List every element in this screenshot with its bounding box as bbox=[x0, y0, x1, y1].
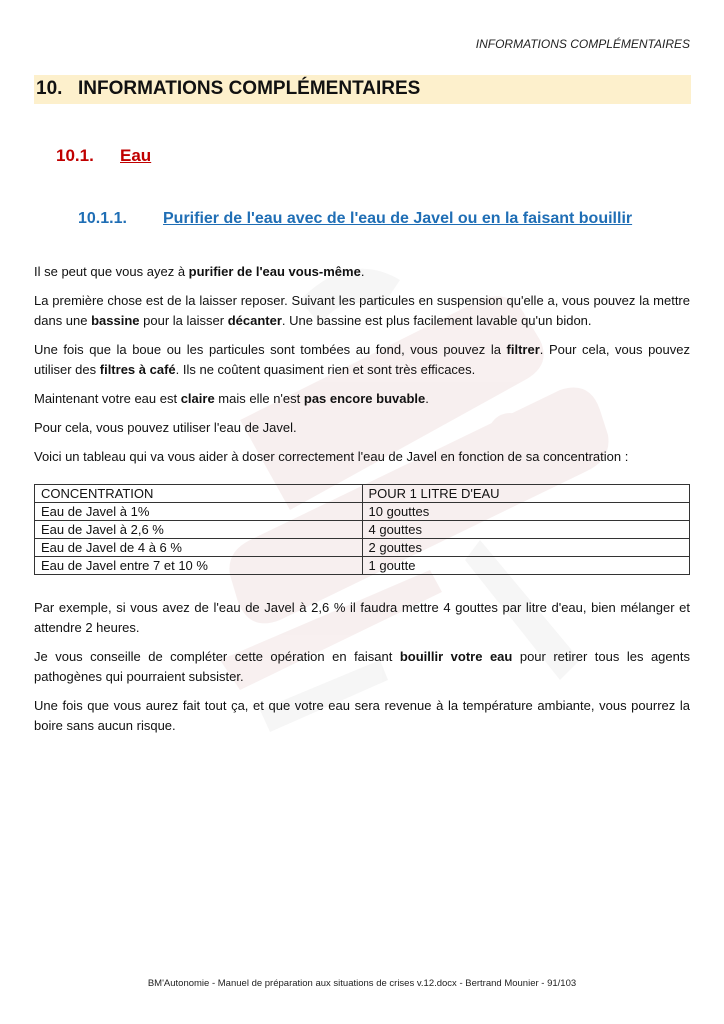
paragraph: Une fois que la boue ou les particules sont tombées au fond, vous pouvez la filtrer. Pour cela, vous pouvez utiliser des filtres à café. Ils ne coûtent quasiment rien et sont très efficaces. bbox=[34, 342, 690, 377]
table-row bbox=[35, 539, 690, 557]
paragraph: Une fois que vous aurez fait tout ça, et que votre eau sera revenue à la température ambiante, vous pourrez la boire sans aucun risque. bbox=[34, 698, 690, 733]
heading1-number: 10. bbox=[36, 78, 63, 99]
bold-text: bouillir votre eau bbox=[399, 649, 513, 664]
bold-text: pas encore buvable bbox=[303, 391, 426, 406]
table-cell: Eau de Javel à 2,6 % bbox=[35, 521, 363, 539]
page-footer: BM'Autonomie - Manuel de préparation aux situations de crises v.12.docx - Bertrand Mounier - 91/103 bbox=[147, 978, 577, 989]
paragraph: Voici un tableau qui va vous aider à doser correctement l'eau de Javel en fonction de sa concentration : bbox=[34, 449, 629, 464]
table-cell: 1 goutte bbox=[362, 557, 690, 575]
concentration-table bbox=[34, 484, 690, 575]
bold-text: claire bbox=[180, 391, 215, 406]
table-cell: 2 gouttes bbox=[362, 539, 690, 557]
bold-text: filtres à café bbox=[99, 361, 176, 377]
heading3-title: Purifier de l'eau avec de l'eau de Javel ou en la faisant bouillir bbox=[163, 210, 633, 227]
table-cell: 4 gouttes bbox=[362, 521, 690, 539]
table-row bbox=[35, 521, 690, 539]
heading1 bbox=[36, 78, 420, 100]
table-cell: Eau de Javel entre 7 et 10 % bbox=[35, 557, 363, 575]
paragraph: Par exemple, si vous avez de l'eau de Javel à 2,6 % il faudra mettre 4 gouttes par litre d'eau, bien mélanger et attendre 2 heures. bbox=[34, 600, 690, 635]
table-row bbox=[35, 503, 690, 521]
table-row bbox=[35, 557, 690, 575]
heading2-title: Eau bbox=[120, 146, 152, 165]
heading1-title: INFORMATIONS COMPLÉMENTAIRES bbox=[78, 78, 421, 99]
bold-text: décanter bbox=[227, 312, 282, 328]
paragraph: Il se peut que vous ayez à purifier de l'eau vous-même. bbox=[34, 264, 365, 279]
bold-text: filtrer bbox=[506, 342, 540, 357]
bold-text: bassine bbox=[91, 312, 140, 328]
paragraph: Maintenant votre eau est claire mais elle n'est pas encore buvable. bbox=[34, 391, 429, 406]
heading3 bbox=[78, 210, 632, 228]
paragraph: Je vous conseille de compléter cette opération en faisant bouillir votre eau pour retirer tous les agents pathogènes qui pourraient subsister. bbox=[34, 649, 690, 684]
heading3-number: 10.1.1. bbox=[78, 210, 127, 227]
table-cell: Eau de Javel de 4 à 6 % bbox=[35, 539, 363, 557]
running-header: INFORMATIONS COMPLÉMENTAIRES bbox=[475, 37, 690, 51]
table-header-row bbox=[35, 485, 690, 503]
paragraph: Pour cela, vous pouvez utiliser l'eau de Javel. bbox=[34, 420, 297, 435]
table-cell: 10 gouttes bbox=[362, 503, 690, 521]
table-header-cell: POUR 1 LITRE D'EAU bbox=[362, 485, 690, 503]
paragraph: La première chose est de la laisser reposer. Suivant les particules en suspension qu'elle a, vous pouvez la mettre dans une bassine pour la laisser décanter. Une bassine est plus facilement lavable qu'un bidon. bbox=[34, 293, 690, 328]
table-header-cell: CONCENTRATION bbox=[35, 485, 363, 503]
heading2-number: 10.1. bbox=[56, 146, 94, 165]
bold-text: purifier de l'eau vous-même bbox=[188, 264, 361, 279]
heading2 bbox=[56, 146, 151, 166]
table-cell: Eau de Javel à 1% bbox=[35, 503, 363, 521]
